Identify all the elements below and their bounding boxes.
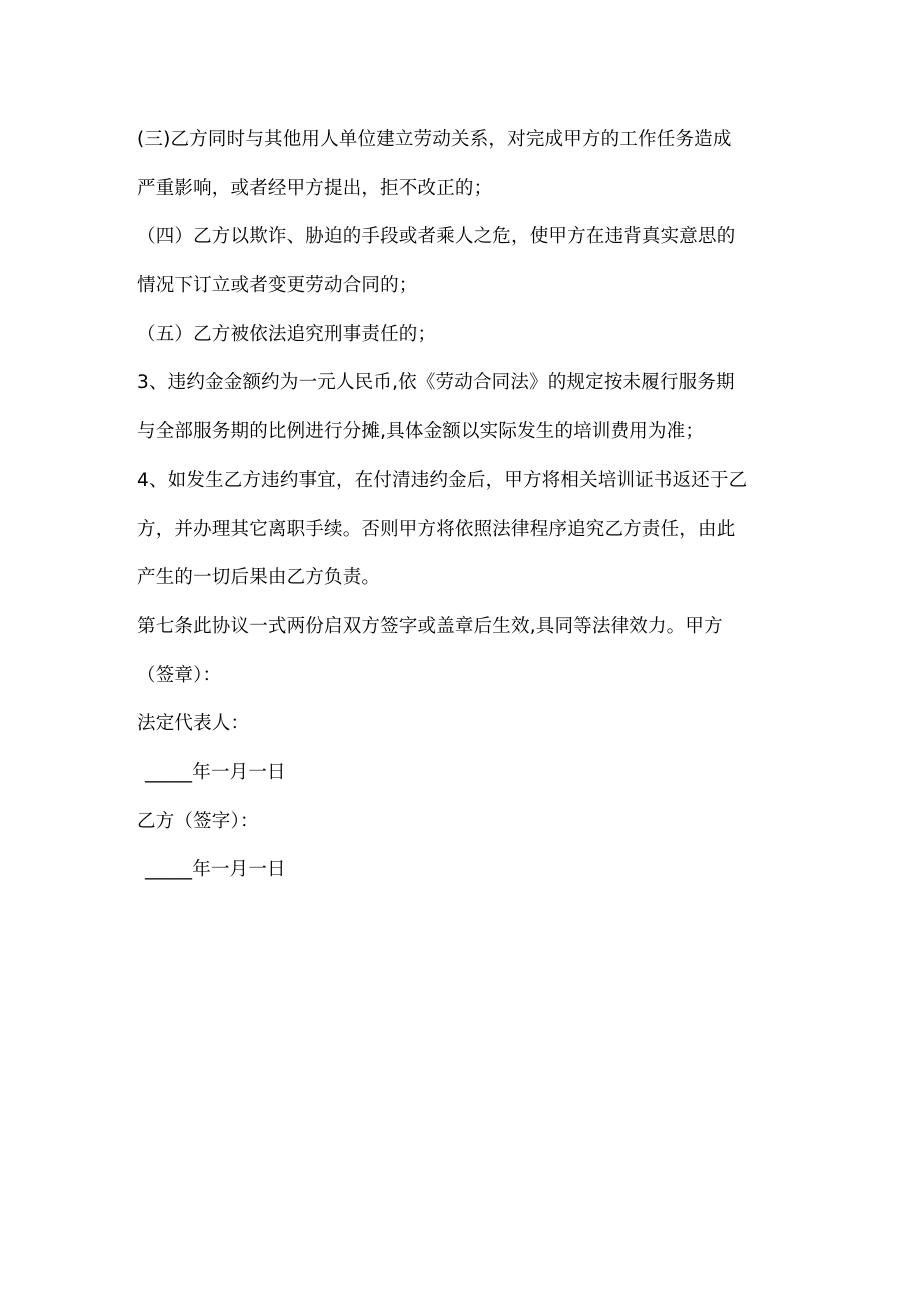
clause-3-line-1: (三)乙方同时与其他用人单位建立劳动关系，对完成甲方的工作任务造成 [137,129,732,150]
clause-3-line-2: 严重影响，或者经甲方提出，拒不改正的； [137,177,493,199]
clause-4-line-2: 情况下订立或者变更劳动合同的； [137,275,418,297]
party-b-signature-label: 乙方（签字）： [137,810,259,832]
article-7-line: 第七条此协议一式两份启双方签字或盖章后生效,具同等法律效力。甲方 [137,615,723,637]
clause-5-line: （五）乙方被依法追究刑事责任的； [137,323,437,345]
party-b-date-field: _____年一月一日 [145,859,286,881]
document-body [137,116,787,895]
clause-4-line-1: （四）乙方以欺诈、胁迫的手段或者乘人之危，使甲方在违背真实意思的 [137,226,736,248]
item-4-line-2: 方，并办理其它离职手续。否则甲方将依照法律程序追究乙方责任，由此 [137,518,736,540]
item-4-line-1: 4、如发生乙方违约事宜，在付清违约金后，甲方将相关培训证书返还于乙 [137,469,748,491]
party-a-seal-label: （签章）： [137,664,222,686]
item-3-line-2: 与全部服务期的比例进行分摊,具体金额以实际发生的培训费用为准； [137,421,705,443]
item-3-line-1: 3、违约金金额约为一元人民币,依《劳动合同法》的规定按未履行服务期 [137,372,735,394]
party-a-date-field: _____年一月一日 [145,761,286,783]
item-4-line-3: 产生的一切后果由乙方负责。 [137,567,381,589]
legal-representative-label: 法定代表人： [137,713,250,735]
